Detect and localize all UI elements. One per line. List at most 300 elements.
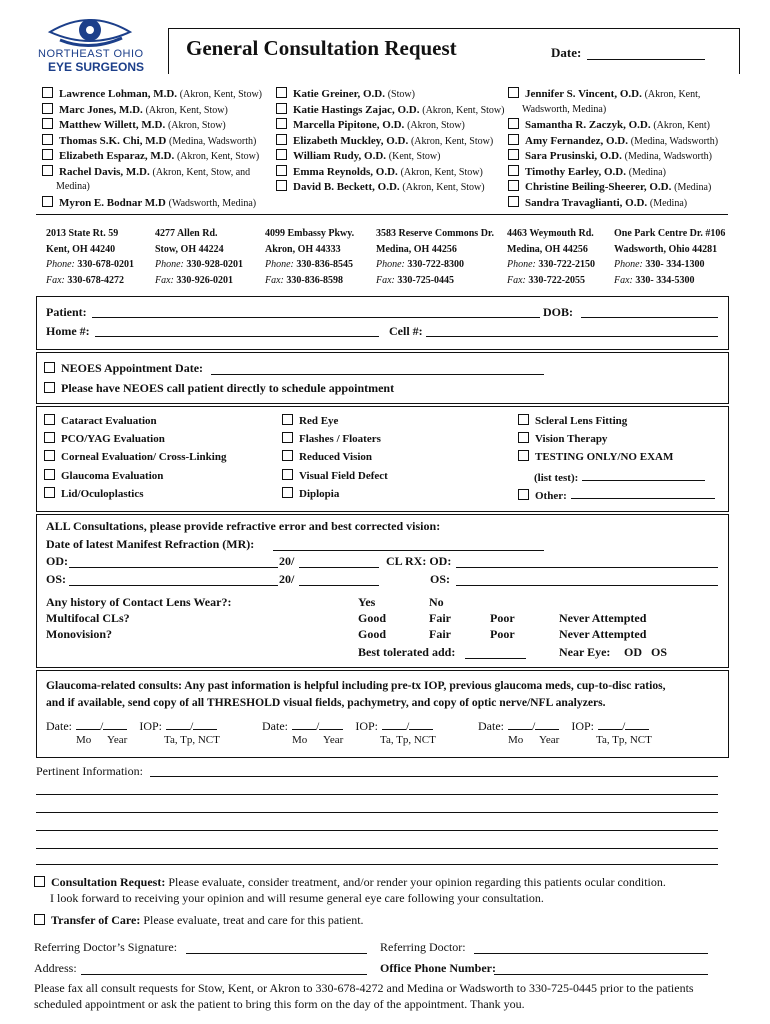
doctor-row — [42, 180, 262, 196]
doctor-name: Rachel Davis, M.D. — [59, 165, 150, 178]
iop-label: IOP: — [355, 719, 379, 733]
doctor-checkbox[interactable] — [508, 149, 519, 160]
doctor-location: (Medina) — [628, 166, 666, 178]
office-phone — [614, 257, 725, 273]
office-phone-field[interactable] — [494, 962, 708, 975]
doctor-checkbox[interactable] — [42, 118, 53, 129]
doctor-location: (Akron, Kent, — [644, 89, 701, 100]
cl-yes[interactable]: Yes — [358, 595, 376, 609]
office-phone-label: Office Phone Number: — [380, 961, 496, 975]
monovision-poor[interactable]: Poor — [490, 627, 515, 641]
doctor-checkbox[interactable] — [276, 134, 287, 145]
iop-date-label: Date: — [46, 719, 72, 733]
iop-group: Date: / IOP: / — [262, 718, 433, 734]
os-field[interactable] — [69, 573, 278, 586]
best-add-label: Best tolerated add: — [358, 645, 456, 659]
iop-method-caption: Ta, Tp, NCT — [164, 734, 220, 746]
cell-label: Cell #: — [389, 324, 423, 338]
doctor-checkbox[interactable] — [276, 103, 287, 114]
near-eye-label: Near Eye: — [559, 645, 611, 659]
office-fax-value: 330- 334-5300 — [635, 274, 695, 286]
doctor-checkbox[interactable] — [276, 149, 287, 160]
service-label: Visual Field Defect — [299, 469, 388, 482]
cell-phone-field[interactable] — [426, 324, 718, 337]
iop-date-year-field[interactable] — [535, 718, 559, 730]
office-phone-label: Phone: — [155, 259, 184, 270]
doctor-name: Sandra Travaglianti, O.D. — [525, 196, 648, 209]
office-city: Wadsworth, Ohio 44281 — [614, 243, 718, 255]
service-checkbox[interactable] — [518, 489, 529, 500]
iop-od-field[interactable] — [166, 718, 190, 730]
office-fax-value: 330-722-2055 — [528, 274, 586, 286]
pertinent-field-3[interactable] — [36, 800, 718, 813]
pertinent-field-6[interactable] — [36, 852, 718, 865]
iop-date-year-field[interactable] — [319, 718, 343, 730]
doctor-checkbox[interactable] — [508, 134, 519, 145]
office-block — [376, 226, 494, 288]
consult-text2: I look forward to receiving your opinion and will resume general eye care following your consultation. — [50, 891, 544, 905]
doctor-location: (Medina, Wadsworth) — [624, 151, 712, 162]
doctor-location: (Akron, Stow) — [407, 120, 465, 131]
mr-date-field[interactable] — [273, 538, 544, 551]
office-fax — [46, 273, 134, 289]
near-eye-od[interactable]: OD — [624, 645, 642, 659]
multifocal-fair[interactable]: Fair — [429, 611, 451, 625]
multifocal-good[interactable]: Good — [358, 611, 387, 625]
od-field[interactable] — [69, 555, 278, 568]
service-label: Vision Therapy — [535, 433, 608, 446]
iop-mo-caption: Mo — [508, 734, 524, 746]
consult-text: Please evaluate, consider treatment, and/or render your opinion regarding this patients ocular condition. — [168, 875, 666, 889]
doctor-location: (Akron, Kent, Stow) — [179, 89, 263, 100]
multifocal-label: Multifocal CLs? — [46, 611, 130, 625]
doctor-location: Medina) — [56, 181, 90, 192]
doctor-checkbox[interactable] — [508, 196, 519, 207]
doctor-checkbox[interactable] — [276, 87, 287, 98]
doctor-checkbox[interactable] — [508, 180, 519, 191]
cl-no[interactable]: No — [429, 595, 444, 609]
iop-year-caption: Year — [107, 734, 128, 746]
doctor-row — [276, 134, 504, 150]
office-address: 4277 Allen Rd. — [155, 228, 218, 239]
services-col3 — [518, 414, 715, 505]
iop-os-field[interactable] — [625, 718, 649, 730]
monovision-fair[interactable]: Fair — [429, 627, 451, 641]
page-title: General Consultation Request — [186, 36, 457, 60]
eye-logo-icon — [30, 10, 150, 48]
office-fax-label: Fax: — [507, 274, 526, 286]
service-label: Scleral Lens Fitting — [535, 415, 628, 427]
office-phone-label: Phone: — [265, 259, 294, 270]
footer-line1: Please fax all consult requests for Stow, Kent, or Akron to 330-678-4272 and Medina or Wadsworth to 330-725-0445 prior to the patients — [34, 981, 694, 995]
doctor-location: (Medina) — [649, 197, 688, 209]
office-fax — [376, 273, 494, 289]
office-phone-label: Phone: — [376, 259, 405, 270]
service-row — [518, 469, 715, 487]
service-checkbox[interactable] — [282, 414, 293, 425]
doctor-checkbox[interactable] — [508, 165, 519, 176]
doctor-name: Katie Hastings Zajac, O.D. — [293, 103, 420, 116]
appt-call-label: Please have NEOES call patient directly to schedule appointment — [61, 381, 395, 395]
office-city: Kent, OH 44240 — [46, 243, 116, 255]
office-phone — [46, 257, 134, 273]
service-row — [282, 487, 388, 505]
doctor-location: (Akron, Kent, Stow) — [400, 166, 483, 178]
iop-od-field[interactable] — [382, 718, 406, 730]
address-label: Address: — [34, 961, 77, 975]
iop-mo-caption: Mo — [292, 734, 308, 746]
doctor-name: Amy Fernandez, O.D. — [525, 134, 628, 147]
doctor-name: David B. Beckett, O.D. — [293, 181, 400, 193]
date-field[interactable] — [587, 45, 705, 60]
iop-method-caption: Ta, Tp, NCT — [596, 734, 652, 746]
appt-date-checkbox[interactable] — [44, 362, 55, 373]
iop-date-month-field[interactable] — [76, 718, 100, 730]
doctor-row — [42, 118, 262, 134]
office-city: Medina, OH 44256 — [376, 243, 457, 255]
consult-row — [34, 875, 666, 890]
office-fax — [614, 273, 725, 289]
doctor-name: Lawrence Lohman, M.D. — [59, 88, 178, 100]
pertinent-field-5[interactable] — [36, 836, 718, 849]
service-label: Diplopia — [299, 487, 340, 500]
doctor-location: (Kent, Stow) — [388, 151, 441, 162]
doctor-row — [276, 165, 504, 181]
iop-group: Date: / IOP: / — [46, 718, 217, 734]
logo-line1: NORTHEAST OHIO — [38, 48, 144, 60]
doctor-name: Christine Beiling-Sheerer, O.D. — [525, 181, 672, 193]
office-city: Medina, OH 44256 — [507, 243, 588, 255]
iop-od-field[interactable] — [598, 718, 622, 730]
office-phone-value: 330-722-8300 — [407, 259, 465, 270]
pertinent-field-4[interactable] — [36, 818, 718, 831]
office-fax — [155, 273, 243, 289]
doctor-location: (Akron, Kent, Stow) — [176, 151, 260, 162]
doctor-checkbox[interactable] — [276, 165, 287, 176]
multifocal-poor[interactable]: Poor — [490, 611, 515, 625]
service-label: Glaucoma Evaluation — [61, 469, 164, 482]
near-eye-os[interactable]: OS — [651, 645, 668, 659]
service-checkbox[interactable] — [282, 469, 293, 480]
logo-line2: EYE SURGEONS — [48, 60, 145, 74]
doctor-checkbox[interactable] — [42, 196, 53, 207]
iop-date-label: Date: — [262, 719, 288, 733]
clrx-od-label: CL RX: OD: — [386, 554, 452, 568]
office-city: Akron, OH 44333 — [265, 243, 341, 255]
pertinent-field-1[interactable] — [150, 764, 718, 777]
service-checkbox[interactable] — [44, 414, 55, 425]
doctor-checkbox[interactable] — [508, 87, 519, 98]
service-checkbox[interactable] — [44, 487, 55, 498]
appt-date-row — [44, 361, 203, 376]
service-text-field[interactable] — [571, 487, 715, 499]
office-address: 4463 Weymouth Rd. — [507, 228, 594, 239]
doctor-checkbox[interactable] — [42, 165, 53, 176]
iop-os-field[interactable] — [409, 718, 433, 730]
service-label: Other: — [535, 489, 567, 502]
os-label: OS: — [46, 572, 67, 586]
dob-field[interactable] — [581, 305, 718, 318]
doctor-row — [508, 87, 718, 103]
service-label: PCO/YAG Evaluation — [61, 433, 165, 446]
home-phone-field[interactable] — [95, 324, 379, 337]
transfer-row — [34, 913, 364, 928]
doctor-location: (Akron, Kent, Stow) — [422, 104, 505, 116]
doctor-row — [508, 134, 718, 150]
doctor-row — [42, 87, 262, 103]
service-label: Cataract Evaluation — [61, 415, 157, 427]
doctor-name: Marcella Pipitone, O.D. — [293, 119, 405, 131]
appt-call-checkbox[interactable] — [44, 382, 55, 393]
iop-year-caption: Year — [539, 734, 560, 746]
logo — [30, 10, 150, 72]
service-checkbox[interactable] — [518, 432, 529, 443]
service-text-field[interactable] — [582, 469, 705, 481]
doctor-checkbox[interactable] — [42, 134, 53, 145]
iop-date-month-field[interactable] — [508, 718, 532, 730]
service-label: Corneal Evaluation/ Cross-Linking — [61, 451, 227, 464]
service-label: Flashes / Floaters — [299, 433, 381, 446]
iop-label: IOP: — [139, 719, 163, 733]
office-phone — [376, 257, 494, 273]
service-checkbox[interactable] — [44, 450, 55, 461]
doctor-location: (Akron, Kent, Stow, and — [152, 166, 251, 178]
clrx-os-field[interactable] — [456, 573, 718, 586]
office-address: 2013 State Rt. 59 — [46, 228, 119, 239]
doctor-name: Myron E. Bodnar M.D — [59, 196, 166, 209]
doctor-name: Sara Prusinski, O.D. — [525, 150, 622, 162]
doctor-row — [42, 165, 262, 181]
cl-history-label: Any history of Contact Lens Wear?: — [46, 595, 232, 609]
office-address: One Park Centre Dr. #106 — [614, 228, 726, 239]
services-col1 — [44, 414, 226, 505]
office-phone-value: 330-928-0201 — [186, 259, 244, 270]
appointment-box — [36, 352, 729, 404]
iop-year-caption: Year — [323, 734, 344, 746]
os-va-field[interactable] — [299, 573, 379, 586]
service-row — [44, 414, 226, 432]
doctor-row — [42, 103, 262, 119]
clrx-os-label: OS: — [430, 572, 451, 586]
monovision-label: Monovision? — [46, 627, 113, 641]
service-label: (list test): — [534, 471, 579, 484]
service-label: Reduced Vision — [299, 451, 373, 464]
appt-call-row — [44, 381, 394, 396]
office-block — [265, 226, 354, 288]
service-checkbox[interactable] — [282, 432, 293, 443]
office-phone-value: 330- 334-1300 — [645, 259, 705, 270]
office-phone-label: Phone: — [46, 259, 75, 270]
appt-date-field[interactable] — [211, 362, 544, 375]
doctor-checkbox[interactable] — [508, 118, 519, 129]
office-block — [46, 226, 134, 288]
service-label: Red Eye — [299, 415, 339, 427]
multifocal-never[interactable]: Never Attempted — [559, 611, 647, 625]
office-block — [507, 226, 595, 288]
doctor-row — [508, 103, 718, 119]
doctor-list-col2 — [276, 87, 504, 196]
office-fax-value: 330-836-8598 — [286, 274, 344, 286]
service-row — [44, 487, 226, 505]
office-phone-value: 330-678-0201 — [77, 259, 135, 270]
service-label: Lid/Oculoplastics — [61, 487, 144, 500]
service-row — [282, 450, 388, 468]
doctor-location: (Wadsworth, Medina) — [168, 197, 257, 209]
home-label: Home #: — [46, 324, 90, 338]
glaucoma-line1: Glaucoma-related consults: Any past information is helpful including pre-tx IOP, previous glaucoma meds, cup-to-disc ratios, — [46, 679, 666, 692]
doctor-location: (Stow) — [387, 89, 415, 100]
iop-date-month-field[interactable] — [292, 718, 316, 730]
service-label: TESTING ONLY/NO EXAM — [535, 451, 674, 464]
service-row — [518, 450, 715, 468]
doctor-row — [42, 196, 262, 212]
office-fax-value: 330-926-0201 — [176, 274, 234, 286]
transfer-text: Please evaluate, treat and care for this patient. — [143, 913, 364, 927]
doctor-location: (Akron, Kent, Stow) — [145, 104, 228, 116]
footer-line2: scheduled appointment or ask the patient to bring this form on the day of the appointment. Thank you. — [34, 997, 525, 1011]
doctor-row — [508, 165, 718, 181]
doctor-location: (Akron, Kent, Stow) — [410, 135, 494, 147]
doctor-row — [508, 149, 718, 165]
doctor-row — [508, 118, 718, 134]
od-twenty-label: 20/ — [279, 554, 295, 568]
office-phone-label: Phone: — [507, 259, 536, 270]
doctor-checkbox[interactable] — [42, 103, 53, 114]
signature-field[interactable] — [186, 941, 367, 954]
doctor-row — [42, 149, 262, 165]
iop-date-year-field[interactable] — [103, 718, 127, 730]
doctor-name: Thomas S.K. Chi, M.D — [59, 134, 167, 147]
service-checkbox[interactable] — [44, 469, 55, 480]
doctor-name: Katie Greiner, O.D. — [293, 88, 385, 100]
doctor-name: Timothy Earley, O.D. — [525, 165, 626, 178]
signature-label: Referring Doctor’s Signature: — [34, 940, 178, 954]
glaucoma-line2: and if available, send copy of all THRESHOLD visual fields, pachymetry, and copy of optic nerve/NFL analyzers. — [46, 696, 606, 709]
service-row — [282, 414, 388, 432]
pertinent-label: Pertinent Information: — [36, 764, 143, 778]
doctor-location: (Medina, Wadsworth) — [169, 135, 257, 147]
doctor-name: Marc Jones, M.D. — [59, 103, 143, 116]
office-phone-value: 330-836-8545 — [296, 259, 354, 270]
doctor-row — [508, 196, 718, 212]
iop-method-caption: Ta, Tp, NCT — [380, 734, 436, 746]
doctor-checkbox[interactable] — [42, 87, 53, 98]
office-phone-value: 330-722-2150 — [538, 259, 596, 270]
dob-label: DOB: — [543, 305, 573, 319]
service-checkbox[interactable] — [518, 450, 529, 461]
service-row — [44, 469, 226, 487]
od-va-field[interactable] — [299, 555, 379, 568]
best-add-field[interactable] — [465, 646, 526, 659]
doctor-name: Elizabeth Esparaz, M.D. — [59, 150, 175, 162]
doctor-location: (Akron, Stow) — [167, 120, 226, 131]
office-fax-label: Fax: — [614, 274, 633, 286]
doctor-location: (Akron, Kent) — [653, 120, 710, 131]
service-row — [44, 450, 226, 468]
service-checkbox[interactable] — [518, 414, 529, 425]
service-checkbox[interactable] — [44, 432, 55, 443]
office-fax-value: 330-725-0445 — [397, 274, 455, 286]
patient-name-field[interactable] — [92, 305, 540, 318]
iop-group: Date: / IOP: / — [478, 718, 649, 734]
service-checkbox[interactable] — [282, 487, 293, 498]
office-fax-label: Fax: — [376, 274, 395, 286]
appt-date-label: NEOES Appointment Date: — [61, 361, 204, 375]
od-label: OD: — [46, 554, 68, 568]
clrx-od-field[interactable] — [456, 555, 718, 568]
iop-date-label: Date: — [478, 719, 504, 733]
doctor-location: (Akron, Kent, Stow) — [402, 182, 485, 193]
consult-label: Consultation Request: — [51, 875, 166, 889]
doctor-list-col3 — [508, 87, 718, 211]
doctor-row — [42, 134, 262, 150]
consult-checkbox[interactable] — [34, 876, 45, 887]
doctor-row — [276, 118, 504, 134]
doctor-row — [276, 180, 504, 196]
office-address: 3583 Reserve Commons Dr. — [376, 228, 494, 239]
service-checkbox[interactable] — [282, 450, 293, 461]
doctor-name: Jennifer S. Vincent, O.D. — [525, 88, 642, 100]
services-col2 — [282, 414, 388, 505]
office-block — [155, 226, 243, 288]
address-field[interactable] — [81, 962, 367, 975]
service-row — [518, 487, 715, 505]
pertinent-field-2[interactable] — [36, 782, 718, 795]
service-row — [518, 432, 715, 450]
doctor-location: (Medina, Wadsworth) — [630, 135, 719, 147]
doctor-list-col1 — [42, 87, 262, 211]
doctor-row — [276, 149, 504, 165]
doctor-name: Matthew Willett, M.D. — [59, 119, 166, 131]
transfer-label: Transfer of Care: — [51, 913, 141, 927]
office-phone — [507, 257, 595, 273]
office-fax-label: Fax: — [46, 274, 65, 286]
refraction-intro: ALL Consultations, please provide refractive error and best corrected vision: — [46, 519, 441, 533]
office-phone — [155, 257, 243, 273]
doctor-name: Emma Reynolds, O.D. — [293, 165, 398, 178]
doctor-row — [276, 87, 504, 103]
date-label: Date: — [551, 45, 582, 60]
office-phone-label: Phone: — [614, 259, 643, 270]
office-block — [614, 226, 725, 288]
service-row — [44, 432, 226, 450]
doctor-checkbox[interactable] — [276, 118, 287, 129]
doctor-row — [508, 180, 718, 196]
doctor-location: Wadsworth, Medina) — [522, 103, 607, 115]
office-phone — [265, 257, 354, 273]
office-fax — [507, 273, 595, 289]
service-row — [282, 469, 388, 487]
office-address: 4099 Embassy Pkwy. — [265, 228, 355, 239]
patient-label: Patient: — [46, 305, 87, 319]
iop-os-field[interactable] — [193, 718, 217, 730]
doctor-checkbox[interactable] — [42, 149, 53, 160]
service-row — [518, 414, 715, 432]
os-twenty-label: 20/ — [279, 572, 295, 586]
doctor-name: Elizabeth Muckley, O.D. — [293, 134, 409, 147]
office-fax-value: 330-678-4272 — [67, 274, 125, 286]
referring-doctor-field[interactable] — [474, 941, 708, 954]
iop-label: IOP: — [571, 719, 595, 733]
office-fax — [265, 273, 354, 289]
doctor-checkbox[interactable] — [276, 180, 287, 191]
office-fax-label: Fax: — [265, 274, 284, 286]
monovision-good[interactable]: Good — [358, 627, 387, 641]
office-fax-label: Fax: — [155, 274, 174, 286]
doctor-name: Samantha R. Zaczyk, O.D. — [525, 119, 651, 131]
monovision-never[interactable]: Never Attempted — [559, 627, 647, 641]
transfer-checkbox[interactable] — [34, 914, 45, 925]
